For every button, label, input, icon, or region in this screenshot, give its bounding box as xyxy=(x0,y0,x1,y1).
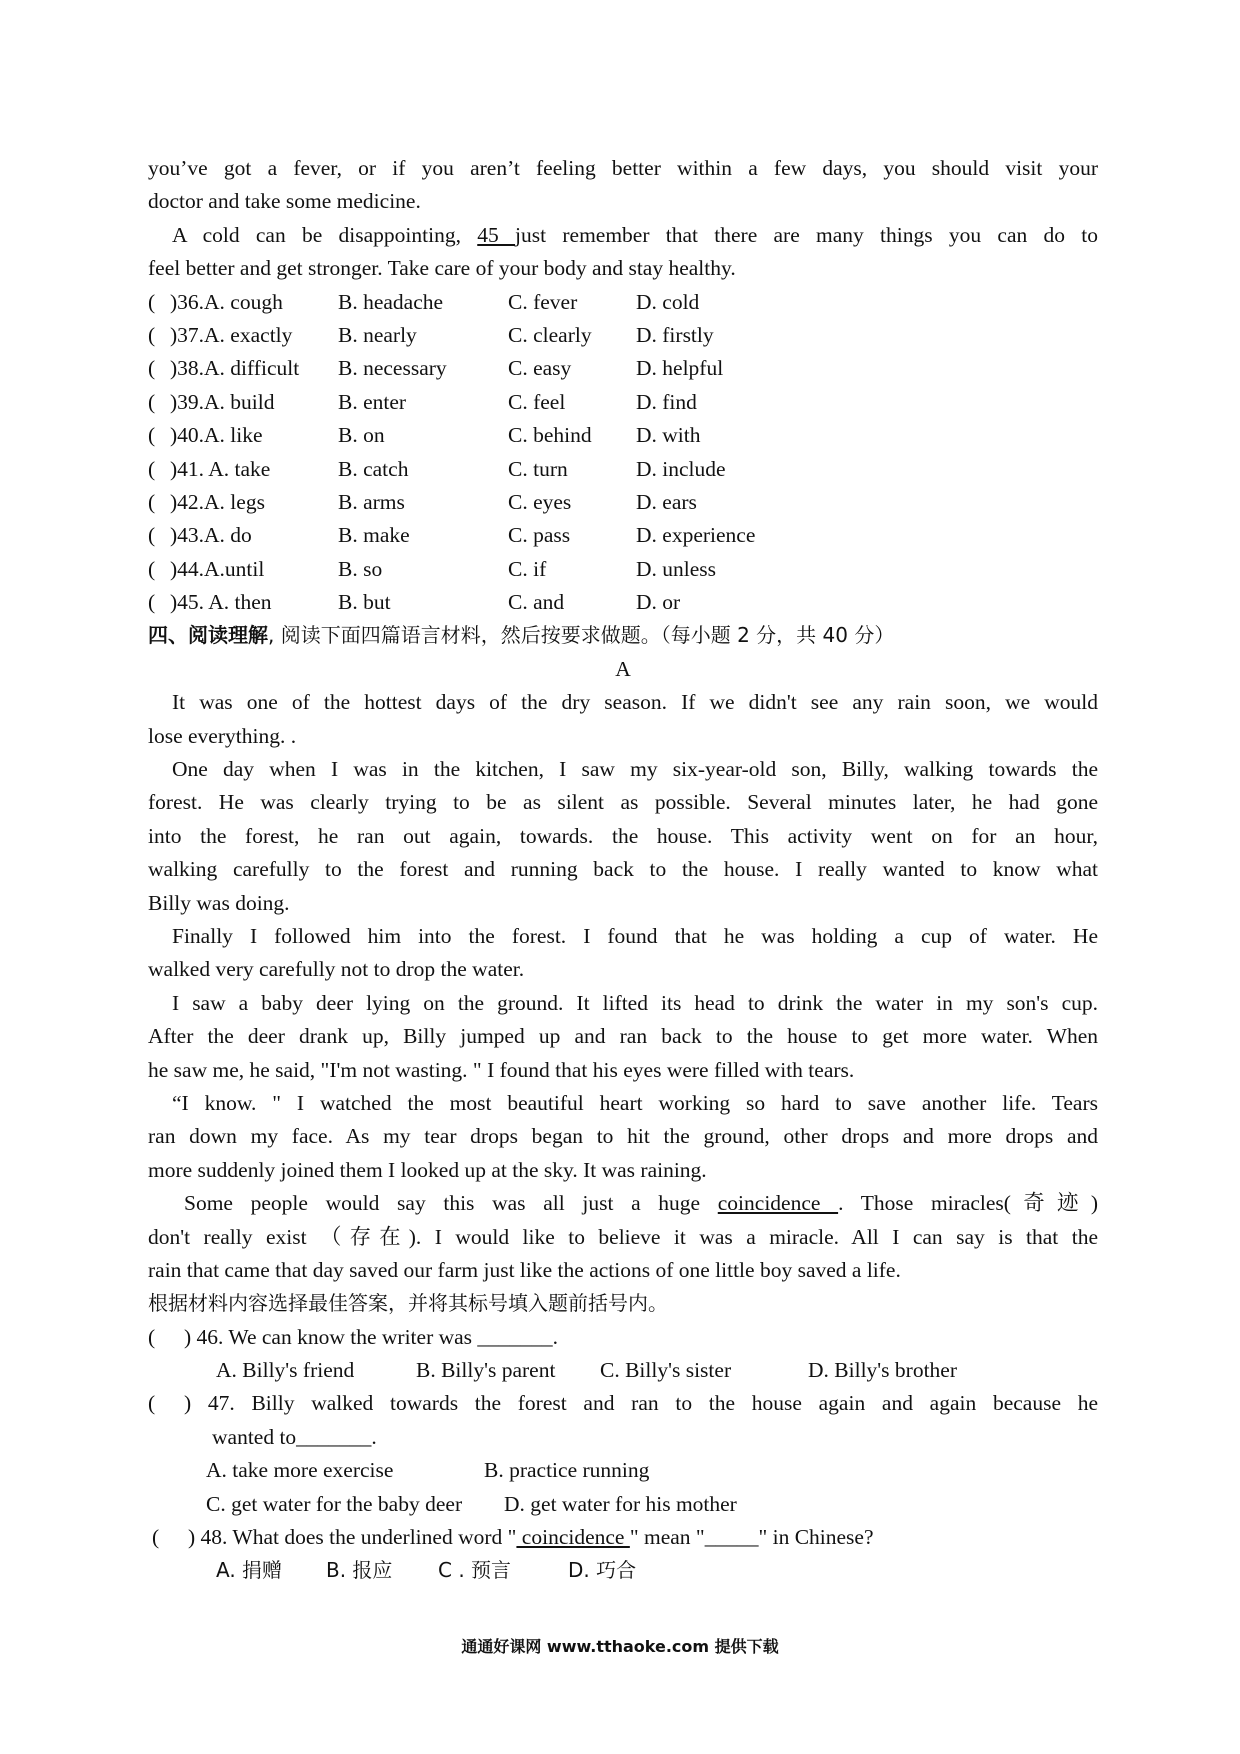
passage-line: rain that came that day saved our farm just like the actions of one little boy saved a life. xyxy=(148,1257,901,1282)
text: just remember that there are many things you can do to xyxy=(515,222,1098,247)
passage-line: walking carefully to the forest and running back to the house. I really wanted to know what xyxy=(148,857,1098,882)
passage-line: ran down my face. As my tear drops began to hit the ground, other drops and more drops and xyxy=(148,1124,1098,1149)
option-b: B. practice running xyxy=(484,1458,650,1483)
option-c: C. behind xyxy=(508,423,592,448)
option-c: C. turn xyxy=(508,456,568,481)
question-47-options xyxy=(148,1454,1098,1487)
passage-line: “I know. " I watched the most beautiful heart working so hard to save another life. Tears xyxy=(172,1090,1098,1115)
question-stem: ) 47. Billy walked towards the forest and ran to the house again and again because he xyxy=(184,1391,1098,1416)
passage-line: into the forest, he ran out again, towards. the house. This activity went on for an hour, xyxy=(148,823,1098,848)
option-d: D. unless xyxy=(636,556,717,581)
option-d: D. with xyxy=(636,423,701,448)
passage-line: One day when I was in the kitchen, I saw my six-year-old son, Billy, walking towards the xyxy=(172,757,1098,782)
question-and-option-a: )44.A.until xyxy=(170,556,265,581)
passage-line: he saw me, he said, "I'm not wasting. " I found that his eyes were filled with tears. xyxy=(148,1057,855,1082)
option-d: D. find xyxy=(636,389,697,414)
passage-line: After the deer drank up, Billy jumped up and ran back to the house to get more water. When xyxy=(148,1024,1098,1049)
section-title-bold: 四、阅读理解 xyxy=(148,623,268,648)
option-c: C. get water for the baby deer xyxy=(206,1491,463,1516)
cloze-row xyxy=(148,553,1098,586)
option-c: C. fever xyxy=(508,289,578,314)
underlined-word: coincidence xyxy=(717,1191,839,1216)
intro-line: doctor and take some medicine. xyxy=(148,189,421,214)
answer-paren: ( xyxy=(148,356,156,381)
answer-paren: ( xyxy=(148,523,156,548)
answer-paren: ( xyxy=(148,1324,156,1349)
option-b: B. headache xyxy=(338,289,444,314)
option-d: D. cold xyxy=(636,289,700,314)
passage-label: A xyxy=(615,656,631,681)
answer-paren: ( xyxy=(148,423,156,448)
option-c: C . 预言 xyxy=(438,1558,512,1583)
cloze-row xyxy=(148,519,1098,552)
passage-line: don't really exist （存在). I would like to believe it was a miracle. All I can say is that the xyxy=(148,1224,1098,1249)
option-a: A. Billy's friend xyxy=(216,1358,355,1383)
option-d: D. 巧合 xyxy=(568,1558,637,1583)
option-c: C. easy xyxy=(508,356,572,381)
cloze-row xyxy=(148,386,1098,419)
section-title-rest: , 阅读下面四篇语言材料，然后按要求做题。（每小题 2 分，共 40 分） xyxy=(268,623,895,648)
option-a: A. 捐赠 xyxy=(216,1558,283,1583)
question-47 xyxy=(148,1387,1098,1420)
cloze-row xyxy=(148,486,1098,519)
option-b: B. enter xyxy=(338,389,407,414)
cloze-row xyxy=(148,419,1098,452)
option-b: B. 报应 xyxy=(326,1558,393,1583)
question-46-options xyxy=(148,1354,1098,1387)
option-d: D. experience xyxy=(636,523,756,548)
text: " mean "_____" in Chinese? xyxy=(629,1525,874,1550)
option-b: B. Billy's parent xyxy=(416,1358,556,1383)
question-47-options xyxy=(148,1488,1098,1521)
option-d: D. helpful xyxy=(636,356,724,381)
exam-page xyxy=(148,152,1098,1588)
answer-paren: ( xyxy=(148,456,156,481)
option-b: B. nearly xyxy=(338,322,417,347)
question-and-option-a: )43.A. do xyxy=(170,523,252,548)
question-and-option-a: )41. A. take xyxy=(170,456,271,481)
intro-line: feel better and get stronger. Take care of your body and stay healthy. xyxy=(148,256,736,281)
passage-line: forest. He was clearly trying to be as silent as possible. Several minutes later, he had gone xyxy=(148,790,1098,815)
option-c: C. clearly xyxy=(508,322,592,347)
answer-paren: ( xyxy=(148,289,156,314)
question-48 xyxy=(148,1521,1098,1554)
option-b: B. arms xyxy=(338,489,405,514)
option-d: D. include xyxy=(636,456,726,481)
question-and-option-a: )45. A. then xyxy=(170,590,272,615)
question-and-option-a: )37.A. exactly xyxy=(170,322,293,347)
answer-paren: ( xyxy=(148,489,156,514)
blank-45: 45 xyxy=(477,222,516,247)
option-d: D. firstly xyxy=(636,322,714,347)
underlined-word: coincidence xyxy=(516,1525,630,1550)
footer-watermark: 通通好课网 www.tthaoke.com 提供下载 xyxy=(461,1637,779,1656)
answer-paren: ( xyxy=(152,1525,160,1550)
option-b: B. so xyxy=(338,556,383,581)
answer-paren: ( xyxy=(148,322,156,347)
option-c: C. if xyxy=(508,556,547,581)
answer-paren: ( xyxy=(148,556,156,581)
section-title xyxy=(148,619,1098,652)
text: . Those miracles(奇迹) xyxy=(838,1191,1098,1216)
passage-line xyxy=(148,1187,1098,1220)
question-and-option-a: )39.A. build xyxy=(170,389,275,414)
option-d: D. get water for his mother xyxy=(504,1491,737,1516)
question-48-options xyxy=(148,1554,1098,1587)
answer-paren: ( xyxy=(148,1391,156,1416)
cloze-options xyxy=(148,286,1098,620)
instruction: 根据材料内容选择最佳答案，并将其标号填入题前括号内。 xyxy=(148,1291,668,1316)
answer-paren: ( xyxy=(148,590,156,615)
text: A cold can be disappointing, xyxy=(172,222,478,247)
option-c: C. feel xyxy=(508,389,566,414)
passage-line: Finally I followed him into the forest. I found that he was holding a cup of water. He xyxy=(172,923,1098,948)
option-d: D. ears xyxy=(636,489,697,514)
cloze-row xyxy=(148,586,1098,619)
option-c: C. eyes xyxy=(508,489,572,514)
question-stem xyxy=(188,1521,874,1554)
passage-line: walked very carefully not to drop the water. xyxy=(148,957,525,982)
question-stem-cont: wanted to_______. xyxy=(212,1424,377,1449)
option-b: B. but xyxy=(338,590,391,615)
passage-line: It was one of the hottest days of the dry season. If we didn't see any rain soon, we would xyxy=(172,690,1098,715)
option-a: A. take more exercise xyxy=(206,1458,394,1483)
option-c: C. Billy's sister xyxy=(600,1358,732,1383)
passage-line: Billy was doing. xyxy=(148,890,290,915)
cloze-row xyxy=(148,453,1098,486)
answer-paren: ( xyxy=(148,389,156,414)
cloze-row xyxy=(148,319,1098,352)
option-d: D. Billy's brother xyxy=(808,1358,957,1383)
text: ) 48. What does the underlined word " xyxy=(188,1525,517,1550)
question-and-option-a: )40.A. like xyxy=(170,423,263,448)
option-b: B. on xyxy=(338,423,385,448)
question-47-stem-cont xyxy=(148,1421,1098,1454)
intro-line xyxy=(148,219,1098,252)
intro-line: you’ve got a fever, or if you aren’t feeling better within a few days, you should visit your xyxy=(148,156,1098,180)
question-46 xyxy=(148,1321,1098,1354)
option-b: B. make xyxy=(338,523,410,548)
option-c: C. and xyxy=(508,590,565,615)
cloze-row xyxy=(148,352,1098,385)
passage-line: lose everything. . xyxy=(148,723,297,748)
option-b: B. necessary xyxy=(338,356,447,381)
text: Some people would say this was all just a huge xyxy=(184,1191,718,1216)
option-b: B. catch xyxy=(338,456,409,481)
question-and-option-a: )36.A. cough xyxy=(170,289,283,314)
passage-line: more suddenly joined them I looked up at the sky. It was raining. xyxy=(148,1157,707,1182)
option-c: C. pass xyxy=(508,523,571,548)
question-and-option-a: )42.A. legs xyxy=(170,489,265,514)
passage-line: I saw a baby deer lying on the ground. It lifted its head to drink the water in my son's cup. xyxy=(172,990,1098,1015)
question-and-option-a: )38.A. difficult xyxy=(170,356,300,381)
question-stem: ) 46. We can know the writer was _______. xyxy=(184,1324,559,1349)
option-d: D. or xyxy=(636,590,681,615)
cloze-row xyxy=(148,286,1098,319)
